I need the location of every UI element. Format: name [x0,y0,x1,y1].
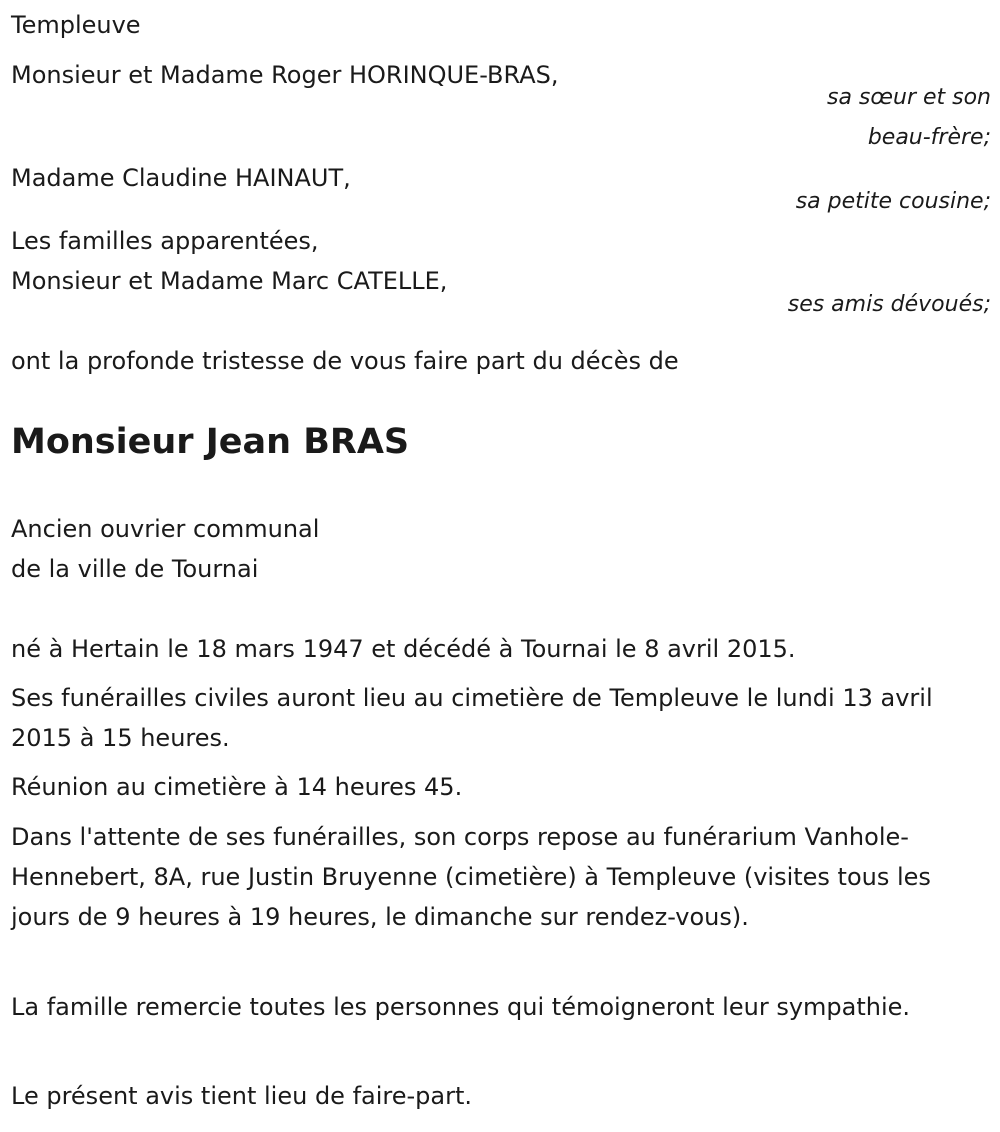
notice-paragraph: Le présent avis tient lieu de faire-part. [11,1082,473,1110]
occupation-line-2: de la ville de Tournai [11,555,259,583]
thanks-paragraph: La famille remercie toutes les personnes qui témoigneront leur sympathie. [11,993,911,1021]
announcement-text: ont la profonde tristesse de vous faire part du décès de [11,347,679,375]
mourner-relation-3: ses amis dévoués; [787,292,991,317]
meeting-paragraph: Réunion au cimetière à 14 heures 45. [11,773,463,801]
deceased-name: Monsieur Jean BRAS [11,422,410,462]
mourner-name-3a: Les familles apparentées, [11,227,319,255]
location-heading: Templeuve [11,11,141,39]
mourner-name-2: Madame Claudine HAINAUT, [11,164,351,192]
mourner-relation-2: sa petite cousine; [795,189,991,214]
funeral-paragraph: Ses funérailles civiles auront lieu au cimetière de Templeuve le lundi 13 avril 2015 à 15 heures. [11,684,933,752]
birth-death-paragraph: né à Hertain le 18 mars 1947 et décédé à Tournai le 8 avril 2015. [11,635,796,663]
mourner-name-3b: Monsieur et Madame Marc CATELLE, [11,267,448,295]
funerarium-paragraph: Dans l'attente de ses funérailles, son corps repose au funérarium Vanhole-Hennebert, 8A, rue Justin Bruyenne (cimetière) à Templeuve (visites tous les jours de 9 heures à 19 heures, le dimanche sur rendez-vous). [11,823,931,931]
mourner-relation-1a: sa sœur et son [826,85,991,110]
mourner-name-1: Monsieur et Madame Roger HORINQUE-BRAS, [11,61,559,89]
occupation-line-1: Ancien ouvrier communal [11,515,320,543]
mourner-relation-1b: beau-frère; [867,125,991,150]
